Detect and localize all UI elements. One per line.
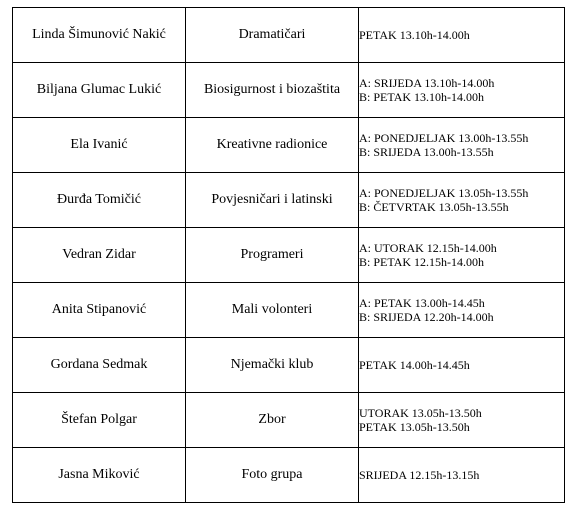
schedule-time [359, 8, 565, 63]
time-slot: PETAK 14.00h-14.45h [359, 358, 470, 372]
time-slot: B: PETAK 13.10h-14.00h [359, 90, 485, 104]
group-label: Foto grupa [241, 467, 303, 482]
group-label: Kreativne radionice [216, 137, 328, 152]
table-row [13, 8, 565, 63]
schedule-time [359, 338, 565, 393]
table-row [13, 228, 565, 283]
time-slot: PETAK 13.05h-13.50h [359, 420, 470, 434]
table-row [13, 448, 565, 503]
time-slot: B: PETAK 12.15h-14.00h [359, 255, 485, 269]
table-row [13, 118, 565, 173]
group-label: Dramatičari [238, 27, 306, 42]
group-label: Biosigurnost i biozaštita [203, 82, 341, 97]
table-row [13, 173, 565, 228]
schedule-table-body [13, 8, 565, 503]
group-name [186, 338, 359, 393]
time-slot: A: UTORAK 12.15h-14.00h [359, 241, 497, 255]
table-row [13, 338, 565, 393]
table-row [13, 283, 565, 338]
schedule-time [359, 283, 565, 338]
group-label: Zbor [258, 412, 286, 427]
time-slot: UTORAK 13.05h-13.50h [359, 406, 482, 420]
time-slot: B: SRIJEDA 12.20h-14.00h [359, 310, 494, 324]
group-name [186, 173, 359, 228]
time-slot: A: PONEDJELJAK 13.00h-13.55h [359, 131, 529, 145]
table-row [13, 393, 565, 448]
teacher-name: Linda Šimunović Nakić [13, 8, 186, 63]
teacher-name: Vedran Zidar [13, 228, 186, 283]
teacher-name: Anita Stipanović [13, 283, 186, 338]
group-label: Mali volonteri [231, 302, 313, 317]
teacher-name: Biljana Glumac Lukić [13, 63, 186, 118]
time-slot: A: PONEDJELJAK 13.05h-13.55h [359, 186, 529, 200]
time-slot: SRIJEDA 12.15h-13.15h [359, 468, 480, 482]
group-label: Povjesničari i latinski [211, 192, 333, 207]
schedule-time [359, 393, 565, 448]
group-label: Programeri [240, 247, 304, 262]
group-name [186, 393, 359, 448]
group-name [186, 228, 359, 283]
teacher-name: Gordana Sedmak [13, 338, 186, 393]
group-name [186, 448, 359, 503]
group-name [186, 118, 359, 173]
group-label: Njemački klub [230, 357, 314, 372]
time-slot: B: ČETVRTAK 13.05h-13.55h [359, 200, 509, 214]
group-name [186, 63, 359, 118]
group-name [186, 283, 359, 338]
teacher-name: Jasna Miković [13, 448, 186, 503]
time-slot: A: PETAK 13.00h-14.45h [359, 296, 485, 310]
group-name [186, 8, 359, 63]
schedule-time [359, 448, 565, 503]
schedule-time [359, 63, 565, 118]
schedule-time [359, 173, 565, 228]
time-slot: B: SRIJEDA 13.00h-13.55h [359, 145, 494, 159]
schedule-time [359, 228, 565, 283]
schedule-time [359, 118, 565, 173]
schedule-table [12, 7, 565, 503]
teacher-name: Đurđa Tomičić [13, 173, 186, 228]
teacher-name: Štefan Polgar [13, 393, 186, 448]
time-slot: PETAK 13.10h-14.00h [359, 28, 470, 42]
time-slot: A: SRIJEDA 13.10h-14.00h [359, 76, 495, 90]
table-row [13, 63, 565, 118]
teacher-name: Ela Ivanić [13, 118, 186, 173]
